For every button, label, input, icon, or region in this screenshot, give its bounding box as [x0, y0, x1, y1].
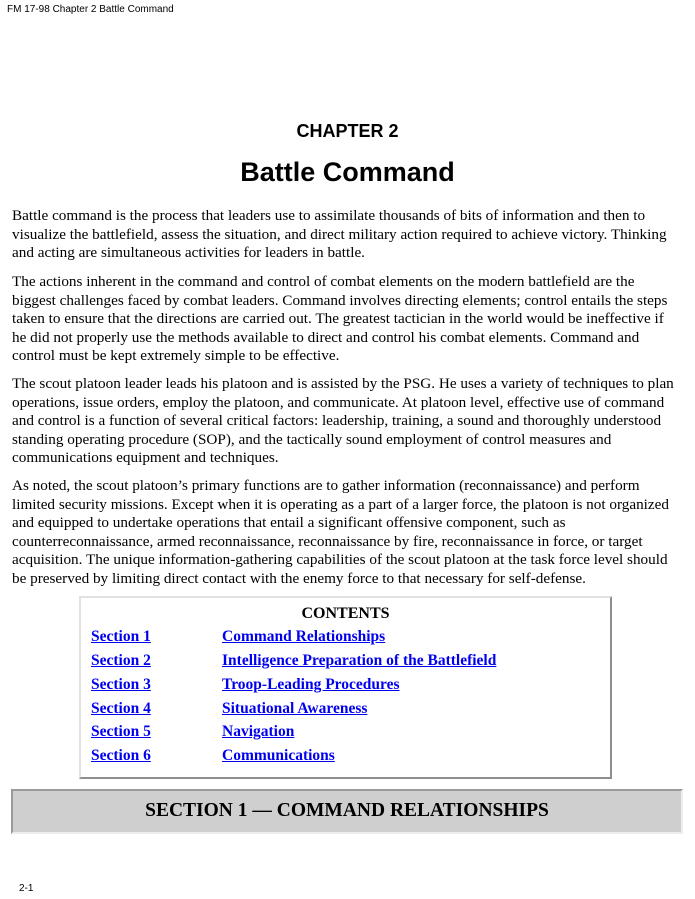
- troop-leading-procedures-link[interactable]: Troop-Leading Procedures: [222, 676, 400, 693]
- intelligence-preparation-link[interactable]: Intelligence Preparation of the Battlefield: [222, 652, 497, 669]
- running-header: FM 17-98 Chapter 2 Battle Command: [7, 4, 174, 15]
- contents-row: [91, 700, 591, 720]
- situational-awareness-link[interactable]: Situational Awareness: [222, 700, 368, 717]
- contents-row: [91, 652, 591, 672]
- contents-row: [91, 628, 591, 648]
- section-4-link[interactable]: Section 4: [91, 700, 151, 717]
- section-2-link[interactable]: Section 2: [91, 652, 151, 669]
- section-5-link[interactable]: Section 5: [91, 723, 151, 740]
- chapter-label: CHAPTER 2: [296, 121, 399, 141]
- page-number: 2-1: [19, 883, 34, 894]
- communications-link[interactable]: Communications: [222, 747, 335, 764]
- navigation-link[interactable]: Navigation: [222, 723, 295, 740]
- contents-row: [91, 747, 591, 767]
- paragraph: Battle command is the process that leaders use to assimilate thousands of bits of information and then to visualize the battlefield, assess the situation, and direct military action required to achieve victory. Thinking and acting are simultaneous activities for leaders in battle.: [12, 207, 667, 262]
- contents-row: [91, 723, 591, 743]
- paragraph: The scout platoon leader leads his platoon and is assisted by the PSG. He uses a variety of techniques to plan operations, issue orders, employ the platoon, and communicate. At platoon level, effective use of command and control is a function of several critical factors: leadership, training, a sound and thoroughly understood standing operating procedure (SOP), and the tactically sound employment of control measures and communications equipment and techniques.: [12, 375, 674, 467]
- contents-title: CONTENTS: [301, 605, 390, 622]
- contents-box: [79, 596, 612, 779]
- command-relationships-link[interactable]: Command Relationships: [222, 628, 386, 645]
- contents-row: [91, 676, 591, 696]
- section-6-link[interactable]: Section 6: [91, 747, 151, 764]
- section-1-link[interactable]: Section 1: [91, 628, 151, 645]
- section-heading: SECTION 1 — COMMAND RELATIONSHIPS: [145, 800, 549, 821]
- paragraph: The actions inherent in the command and control of combat elements on the modern battlefield are the biggest challenges faced by combat leaders. Command involves directing elements; control entails the steps taken to ensure that the directions are carried out. The greatest tactician in the world would be ineffective if he did not properly use the methods available to direct and control his combat elements. Command and control must be kept extremely simple to be effective.: [12, 273, 668, 365]
- chapter-title: Battle Command: [240, 157, 455, 187]
- section-3-link[interactable]: Section 3: [91, 676, 151, 693]
- paragraph: As noted, the scout platoon’s primary functions are to gather information (reconnaissance) and perform limited security missions. Except when it is operating as a part of a larger force, the platoon is not organized and equipped to undertake operations that entail a significant offensive component, such as counterreconnaissance, armed reconnaissance, reconnaissance by fire, reconnaissance in force, or target acquisition. The unique information-gathering capabilities of the scout platoon at the task force level should be preserved by limiting direct contact with the enemy force to that necessary for self-defense.: [12, 477, 669, 587]
- section-heading-banner: [11, 789, 683, 834]
